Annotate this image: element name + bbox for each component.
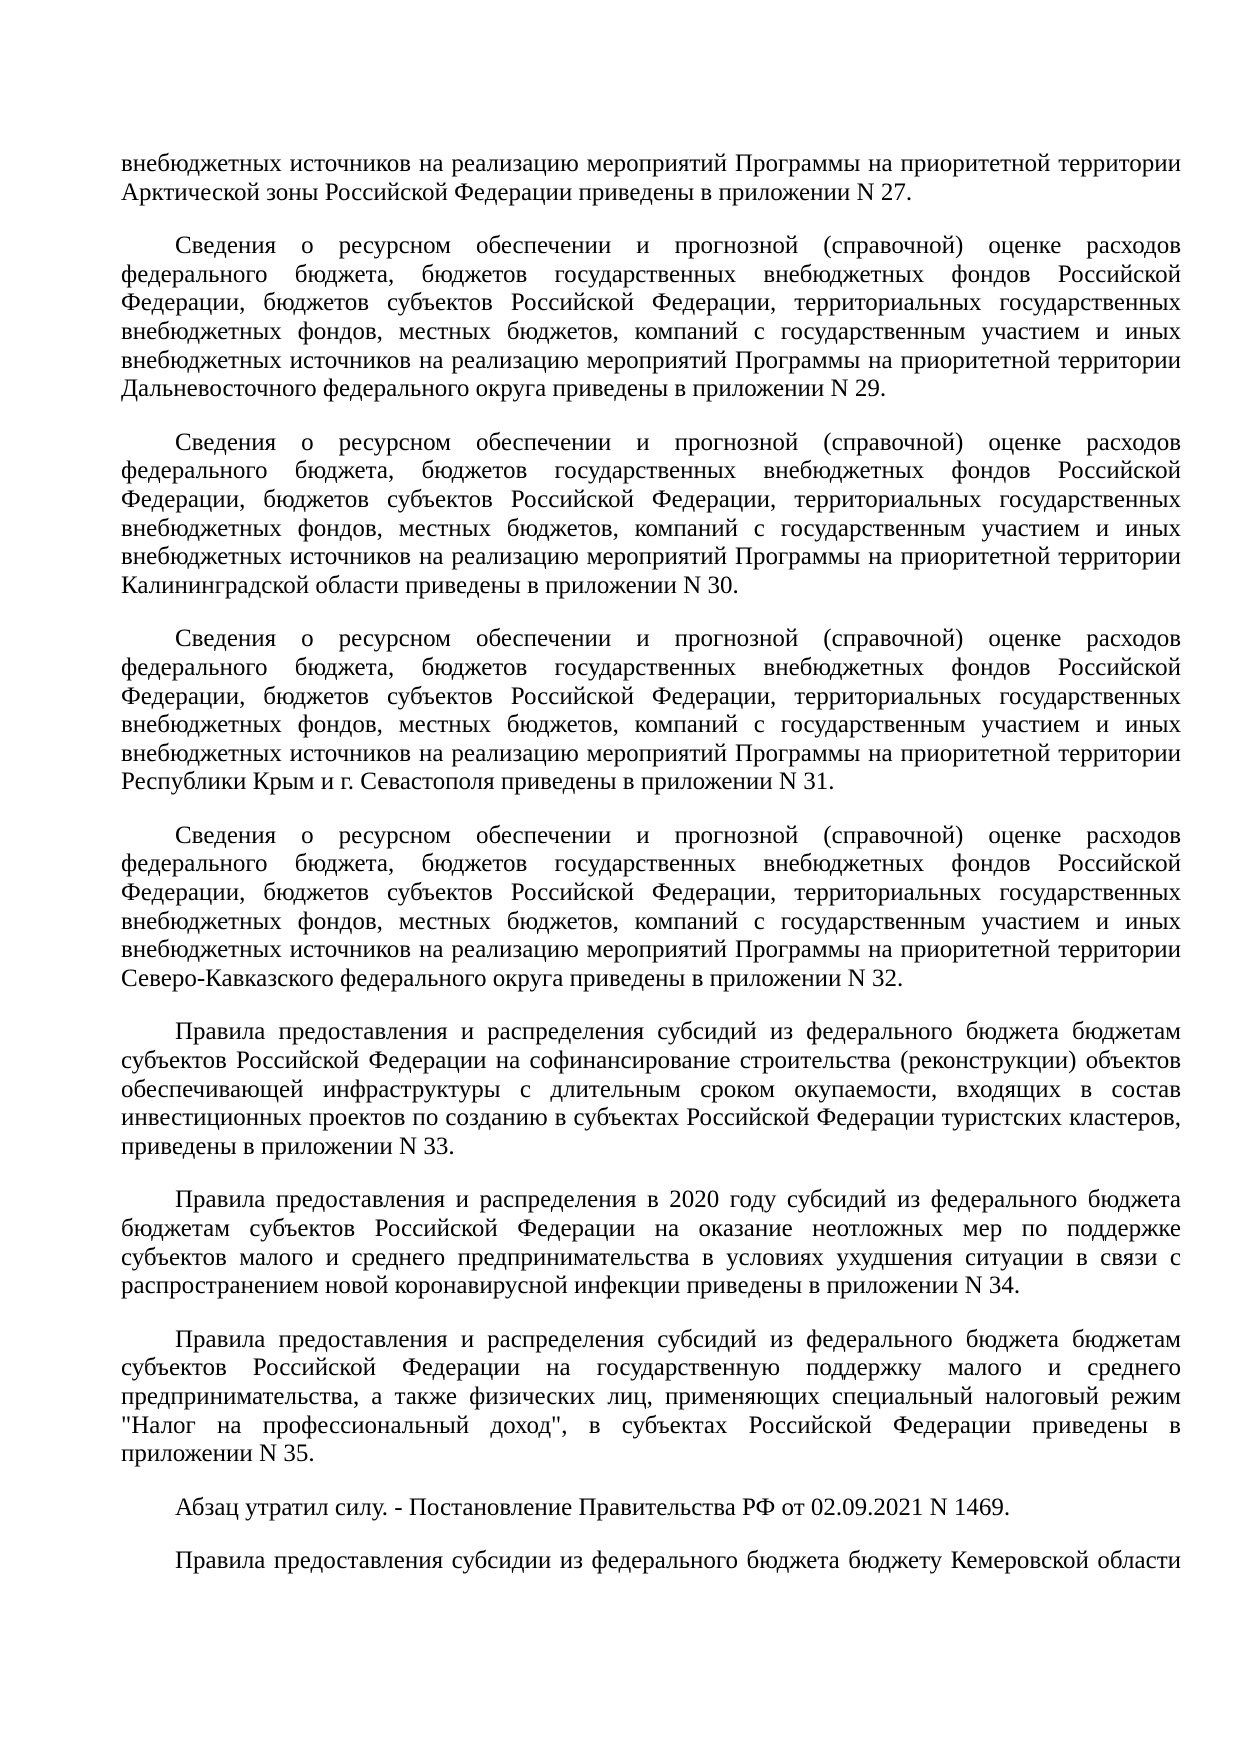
text-line: Правила предоставления и распределения в 2020 году субсидий из федерального бюджета [175, 1186, 1181, 1214]
text-line: внебюджетных источников на реализацию мероприятий Программы на приоритетной территории [121, 543, 1181, 571]
paragraph [121, 1326, 1181, 1469]
text-line: предпринимательства, а также физических лиц, применяющих специальный налоговый режим [121, 1382, 1181, 1410]
text-line: Абзац утратил силу. - Постановление Правительства РФ от 02.09.2021 N 1469. [175, 1493, 1011, 1521]
text-line: субъектов Российской Федерации на государственную поддержку малого и среднего [121, 1354, 1181, 1382]
text-line: внебюджетных фондов, местных бюджетов, компаний с государственным участием и иных [121, 317, 1181, 345]
paragraph [121, 1186, 1181, 1300]
text-line: внебюджетных источников на реализацию мероприятий Программы на приоритетной территории [121, 936, 1181, 964]
text-line: внебюджетных фондов, местных бюджетов, компаний с государственным участием и иных [121, 907, 1181, 935]
text-line: Правила предоставления и распределения субсидий из федерального бюджета бюджетам [175, 1018, 1181, 1046]
text-line: приведены в приложении N 33. [121, 1132, 455, 1160]
text-line: федерального бюджета, бюджетов государственных внебюджетных фондов Российской [121, 653, 1181, 681]
text-line: инвестиционных проектов по созданию в субъектах Российской Федерации туристских кластеров, [121, 1104, 1181, 1132]
text-line: Сведения о ресурсном обеспечении и прогнозной (справочной) оценке расходов [175, 428, 1181, 456]
text-line: "Налог на профессиональный доход", в субъектах Российской Федерации приведены в [121, 1411, 1181, 1439]
text-line: обеспечивающей инфраструктуры с длительным сроком окупаемости, входящих в состав [121, 1075, 1181, 1103]
text-line: Федерации, бюджетов субъектов Российской Федерации, территориальных государственных [121, 682, 1181, 710]
text-line: Федерации, бюджетов субъектов Российской Федерации, территориальных государственных [121, 289, 1181, 317]
text-line: распространением новой коронавирусной инфекции приведены в приложении N 34. [121, 1272, 1021, 1300]
text-line: внебюджетных источников на реализацию мероприятий Программы на приоритетной территории [121, 150, 1181, 177]
text-line: бюджетам субъектов Российской Федерации на оказание неотложных мер по поддержке [121, 1215, 1181, 1242]
paragraph [121, 822, 1181, 994]
text-line: Правила предоставления субсидии из федерального бюджета бюджету Кемеровской области [175, 1547, 1181, 1575]
text-line: Дальневосточного федерального округа приведены в приложении N 29. [121, 375, 887, 403]
text-line: Сведения о ресурсном обеспечении и прогнозной (справочной) оценке расходов [175, 821, 1181, 849]
text-line: Сведения о ресурсном обеспечении и прогнозной (справочной) оценке расходов [175, 625, 1181, 653]
paragraph [121, 150, 1181, 207]
text-line: Республики Крым и г. Севастополя приведены в приложении N 31. [121, 768, 835, 796]
text-line: Федерации, бюджетов субъектов Российской Федерации, территориальных государственных [121, 879, 1181, 907]
text-line: Арктической зоны Российской Федерации приведены в приложении N 27. [121, 178, 913, 206]
text-line: внебюджетных фондов, местных бюджетов, компаний с государственным участием и иных [121, 711, 1181, 739]
paragraph [121, 1018, 1181, 1161]
text-line: Сведения о ресурсном обеспечении и прогнозной (справочной) оценке расходов [175, 232, 1181, 260]
text-line: Федерации, бюджетов субъектов Российской Федерации, территориальных государственных [121, 485, 1181, 513]
paragraph [121, 625, 1181, 797]
text-line: федерального бюджета, бюджетов государственных внебюджетных фондов Российской [121, 457, 1181, 485]
text-line: внебюджетных источников на реализацию мероприятий Программы на приоритетной территории [121, 346, 1181, 374]
text-line: субъектов Российской Федерации на софинансирование строительства (реконструкции) объектов [121, 1047, 1181, 1075]
paragraph [121, 232, 1181, 404]
text-line: приложении N 35. [121, 1440, 315, 1468]
document-page [121, 150, 1181, 1576]
text-line: внебюджетных источников на реализацию мероприятий Программы на приоритетной территории [121, 739, 1181, 767]
text-line: федерального бюджета, бюджетов государственных внебюджетных фондов Российской [121, 260, 1181, 288]
text-line: федерального бюджета, бюджетов государственных внебюджетных фондов Российской [121, 850, 1181, 878]
paragraph [121, 1547, 1181, 1576]
text-line: Северо-Кавказского федерального округа приведены в приложении N 32. [121, 964, 904, 992]
text-line: Правила предоставления и распределения субсидий из федерального бюджета бюджетам [175, 1325, 1181, 1353]
text-line: субъектов малого и среднего предпринимательства в условиях ухудшения ситуации в связи с [121, 1243, 1181, 1271]
paragraph [121, 1494, 1181, 1523]
text-line: внебюджетных фондов, местных бюджетов, компаний с государственным участием и иных [121, 514, 1181, 542]
text-line: Калининградской области приведены в приложении N 30. [121, 571, 739, 599]
paragraph [121, 429, 1181, 601]
